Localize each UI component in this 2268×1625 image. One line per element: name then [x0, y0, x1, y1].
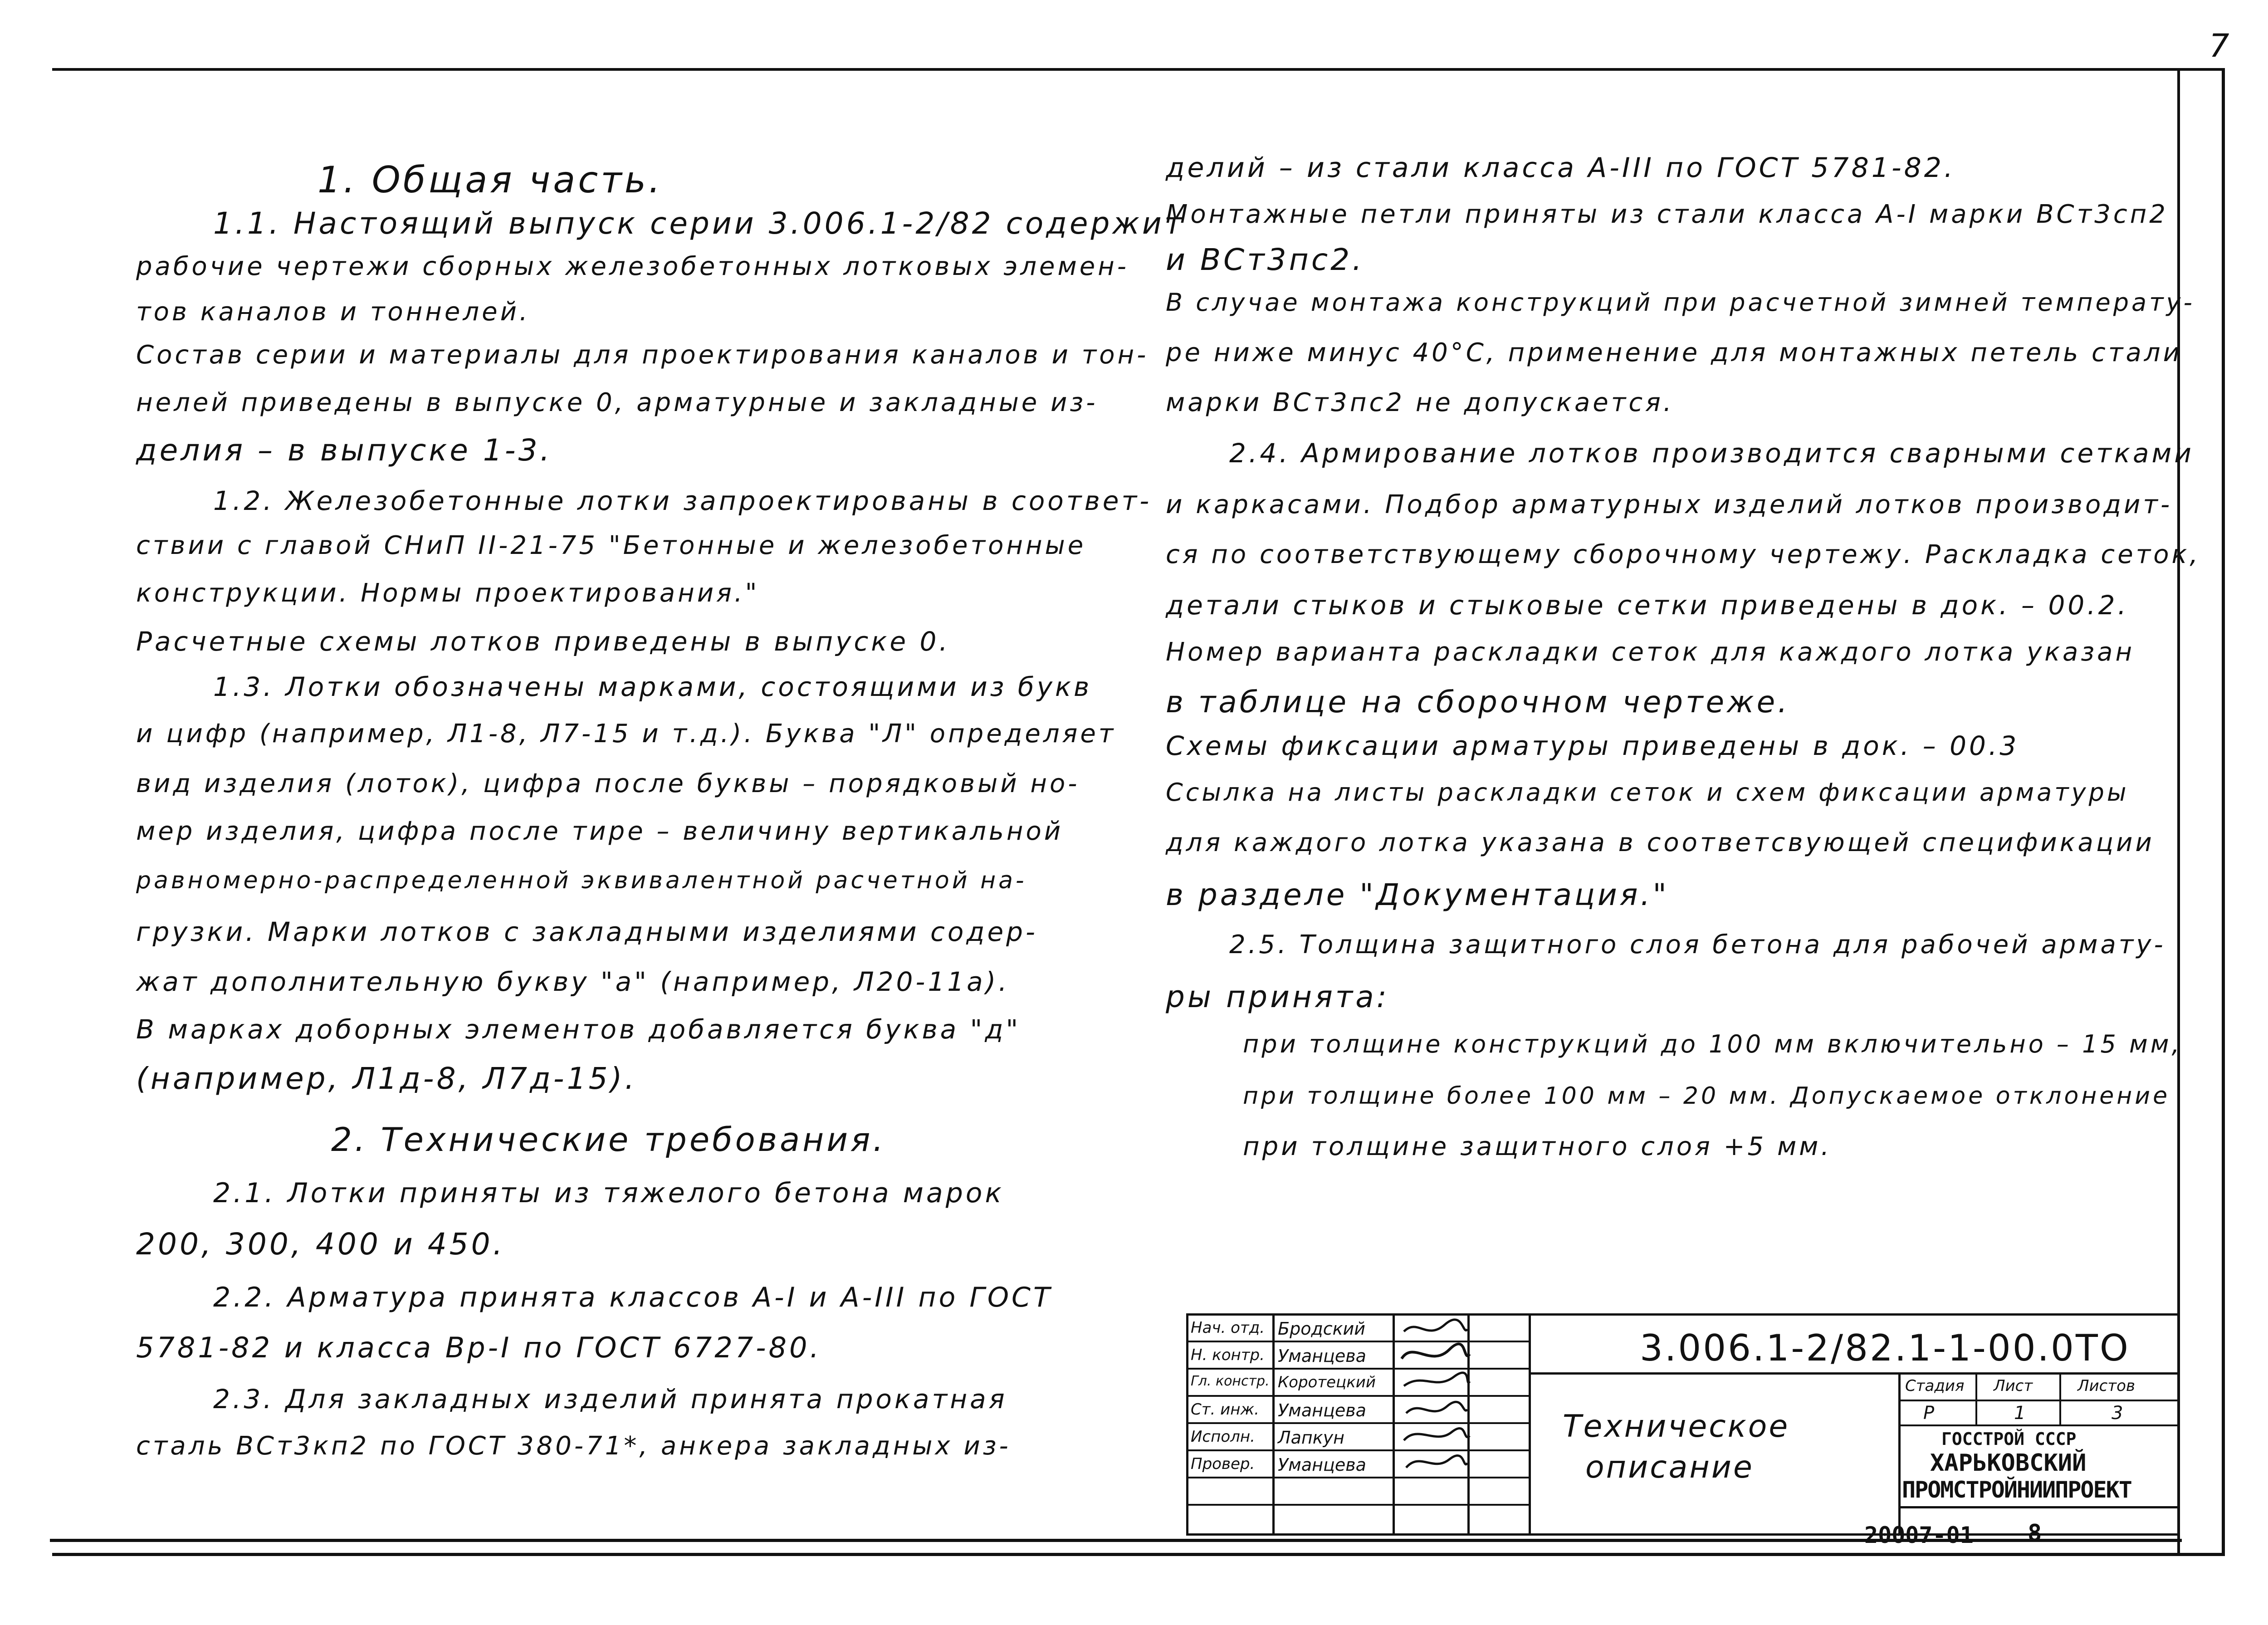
- right-column: [1166, 0, 2201, 1225]
- text-line: 2.2. Арматура принята классов А-I и А-III по ГОСТ: [213, 1282, 1053, 1313]
- role-label: Исполн.: [1191, 1428, 1255, 1446]
- org-line: ГОССТРОЙ СССР: [1941, 1429, 2077, 1449]
- text-line: ся по соответствующему сборочному чертежу. Раскладка сеток,: [1166, 540, 2201, 569]
- person-name: Уманцева: [1278, 1346, 1366, 1366]
- role-label: Нач. отд.: [1191, 1319, 1265, 1337]
- org-line: ПРОМСТРОЙНИИПРОЕКТ: [1902, 1477, 2131, 1503]
- signature-col-divider: [1272, 1313, 1275, 1536]
- left-column: [136, 0, 1185, 1497]
- sheet-value: 1: [2014, 1403, 2026, 1424]
- text-line: В случае монтажа конструкций при расчетной зимней температу-: [1166, 288, 2195, 317]
- stage-row-divider: [1898, 1424, 2180, 1426]
- text-line: грузки. Марки лотков с закладными изделиями содер-: [136, 916, 1038, 947]
- signature-row-divider: [1186, 1449, 1531, 1451]
- text-line: 200, 300, 400 и 450.: [136, 1227, 505, 1262]
- bottom-rule: [50, 1539, 2182, 1542]
- text-line: ре ниже минус 40°С, применение для монтажных петель стали: [1166, 338, 2182, 367]
- text-line: при толщине защитного слоя +5 мм.: [1243, 1132, 1832, 1161]
- code-row-divider: [1531, 1372, 2180, 1375]
- archive-index: 8: [2028, 1520, 2042, 1547]
- text-line: вид изделия (лоток), цифра после буквы – порядковый но-: [136, 769, 1080, 798]
- text-line: делия – в выпуске 1-3.: [136, 433, 552, 468]
- signatures: [1395, 1313, 1472, 1486]
- role-label: Гл. констр.: [1191, 1373, 1270, 1389]
- stage-label: Стадия: [1905, 1377, 1965, 1395]
- document-title: Техническое: [1563, 1409, 1790, 1444]
- text-line: детали стыков и стыковые сетки приведены в док. – 00.2.: [1166, 590, 2129, 621]
- signature-row-divider: [1186, 1395, 1531, 1397]
- text-line: конструкции. Нормы проектирования.": [136, 578, 760, 608]
- page-number: 7: [2209, 27, 2232, 64]
- person-name: Бродский: [1278, 1319, 1365, 1339]
- text-line: рабочие чертежи сборных железобетонных лотковых элемен-: [136, 252, 1129, 281]
- text-line: и каркасами. Подбор арматурных изделий лотков производит-: [1166, 490, 2173, 519]
- person-name: Лапкун: [1278, 1428, 1344, 1448]
- text-line: Номер варианта раскладки сеток для каждого лотка указан: [1166, 637, 2135, 667]
- text-line: 2.1. Лотки приняты из тяжелого бетона марок: [213, 1177, 1004, 1209]
- text-line: Расчетные схемы лотков приведены в выпуске 0.: [136, 626, 950, 657]
- text-line: В марках доборных элементов добавляется буква "д": [136, 1014, 1021, 1045]
- text-line: при толщине более 100 мм – 20 мм. Допускаемое отклонение: [1243, 1082, 2170, 1110]
- archive-number: 20007-01: [1864, 1522, 1974, 1548]
- text-line: Схемы фиксации арматуры приведены в док. – 00.3: [1166, 730, 2019, 761]
- role-label: Н. контр.: [1191, 1346, 1265, 1364]
- text-line: и ВСт3пс2.: [1166, 242, 1365, 277]
- text-line: марки ВСт3пс2 не допускается.: [1166, 388, 1674, 417]
- heading-technical-requirements: 2. Технические требования.: [331, 1121, 886, 1159]
- text-line: 2.5. Толщина защитного слоя бетона для рабочей армату-: [1229, 930, 2166, 959]
- sheet-label: Лист: [1994, 1377, 2033, 1395]
- text-line: ры принята:: [1166, 979, 1389, 1014]
- text-line: Состав серии и материалы для проектирования каналов и тон-: [136, 340, 1149, 370]
- text-line: равномерно-распределенной эквивалентной расчетной на-: [136, 867, 1027, 894]
- text-line: в таблице на сборочном чертеже.: [1166, 685, 1790, 720]
- signature-row-divider: [1186, 1341, 1531, 1342]
- text-line: при толщине конструкций до 100 мм включительно – 15 мм,: [1243, 1030, 2182, 1058]
- text-line: для каждого лотка указана в соответсвующей спецификации: [1166, 828, 2155, 857]
- text-line: 1.3. Лотки обозначены марками, состоящими из букв: [213, 671, 1092, 702]
- signature-row-divider: [1186, 1368, 1531, 1370]
- text-line: и цифр (например, Л1-8, Л7-15 и т.д.). Буква "Л" определяет: [136, 719, 1116, 749]
- org-underline: [1901, 1506, 2177, 1508]
- signature-row-divider: [1186, 1477, 1531, 1478]
- text-line: 5781-82 и класса Вр-I по ГОСТ 6727-80.: [136, 1331, 822, 1364]
- stage-row-divider: [1898, 1400, 2180, 1401]
- title-block: [1186, 1313, 2180, 1540]
- person-name: Уманцева: [1278, 1400, 1366, 1420]
- signature-row-divider: [1186, 1504, 1531, 1506]
- text-line: в разделе "Документация.": [1166, 877, 1669, 912]
- text-line: (например, Л1д-8, Л7д-15).: [136, 1061, 637, 1096]
- stage-col-divider: [2059, 1372, 2061, 1424]
- text-line: сталь ВСт3кп2 по ГОСТ 380-71*, анкера закладных из-: [136, 1431, 1011, 1461]
- role-label: Провер.: [1191, 1455, 1255, 1473]
- text-line: Монтажные петли приняты из стали класса А-I марки ВСт3сп2: [1166, 200, 2168, 229]
- org-line: ХАРЬКОВСКИЙ: [1930, 1449, 2087, 1477]
- document-code: 3.006.1-2/82.1-1-00.0ТО: [1640, 1327, 2130, 1369]
- text-line: нелей приведены в выпуске 0, арматурные и закладные из-: [136, 388, 1098, 417]
- document-title: описание: [1585, 1449, 1754, 1485]
- text-line: делий – из стали класса А-III по ГОСТ 5781-82.: [1166, 152, 1956, 184]
- text-line: 1.2. Железобетонные лотки запроектированы в соответ-: [213, 485, 1152, 516]
- text-line: жат дополнительную букву "а" (например, Л20-11а).: [136, 966, 1010, 997]
- text-line: мер изделия, цифра после тире – величину вертикальной: [136, 817, 1064, 846]
- person-name: Коротецкий: [1278, 1373, 1376, 1391]
- sheets-label: Листов: [2077, 1377, 2136, 1395]
- stage-col-divider: [1975, 1372, 1977, 1424]
- text-line: Ссылка на листы раскладки сеток и схем фиксации арматуры: [1166, 778, 2129, 807]
- signature-row-divider: [1186, 1422, 1531, 1424]
- heading-general: 1. Общая часть.: [318, 159, 663, 201]
- text-line: 2.3. Для закладных изделий принята прокатная: [213, 1384, 1007, 1415]
- text-line: 1.1. Настоящий выпуск серии 3.006.1-2/82 содержит: [213, 206, 1185, 241]
- sheets-value: 3: [2112, 1403, 2123, 1424]
- stage-col-divider: [1898, 1372, 1901, 1536]
- text-line: ствии с главой СНиП II-21-75 "Бетонные и железобетонные: [136, 531, 1086, 560]
- role-label: Ст. инж.: [1191, 1400, 1259, 1419]
- person-name: Уманцева: [1278, 1455, 1366, 1475]
- text-line: тов каналов и тоннелей.: [136, 297, 530, 327]
- text-line: 2.4. Армирование лотков производится сварными сетками: [1229, 438, 2194, 469]
- stage-value: Р: [1923, 1403, 1935, 1424]
